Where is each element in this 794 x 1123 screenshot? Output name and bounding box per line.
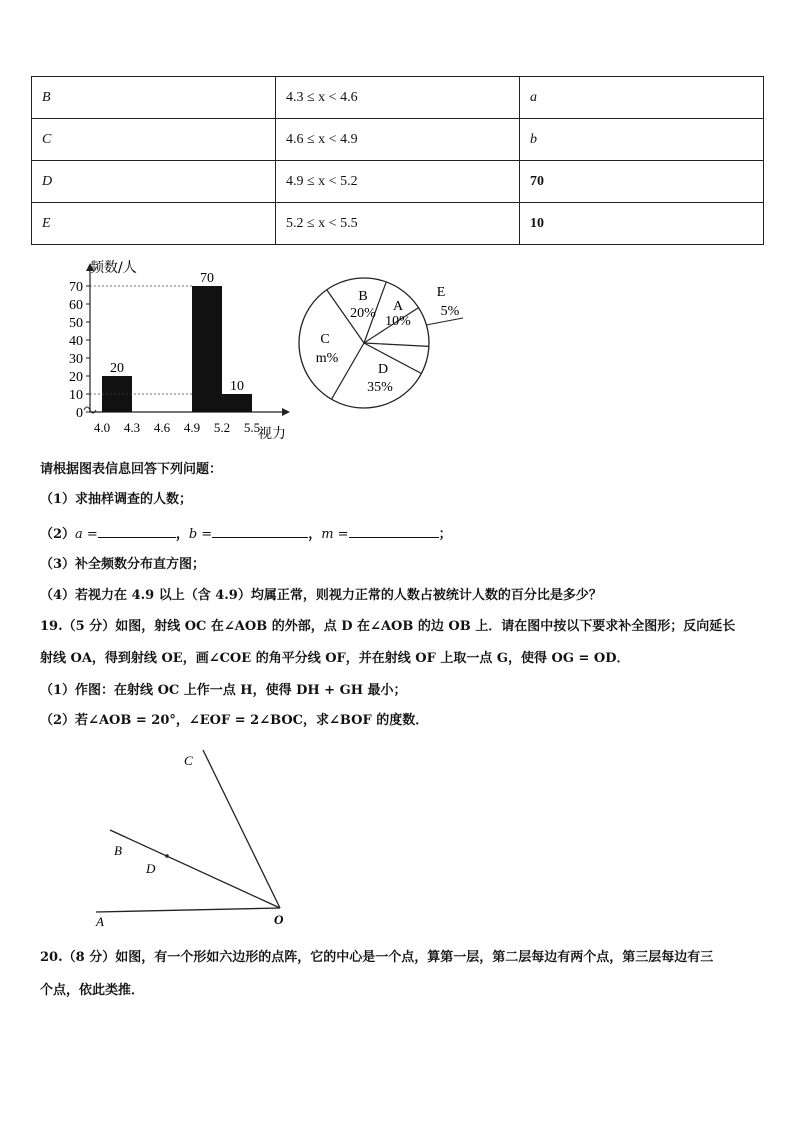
pie-value-b: 20% [350, 306, 376, 321]
label-c: C [184, 753, 193, 768]
x-tick-label: 5.5 [243, 420, 261, 435]
y-tick-label: 40 [69, 334, 83, 349]
y-tick-label: 70 [69, 280, 83, 295]
range-cell: 4.9 ≤ x < 5.2 [276, 161, 520, 203]
x-tick-label: 4.0 [93, 420, 111, 435]
q2-m-label: m = [321, 527, 349, 542]
pie-value-e: 5% [440, 304, 460, 319]
y-tick-label: 0 [76, 406, 83, 421]
q2-sep: ， [175, 527, 189, 542]
problem-19-line2: 射线 OA，得到射线 OE，画∠COE 的角平分线 OF，并在射线 OF 上取一点 G，使得 OG = OD． [40, 651, 630, 666]
geometry-figure [40, 745, 340, 935]
pie-label-b: B [358, 289, 368, 304]
q2-b-label: b = [188, 527, 213, 542]
intro-text: 请根据图表信息回答下列问题： [40, 462, 223, 477]
point-d [165, 854, 169, 858]
q2-prefix: （2） [40, 527, 76, 542]
label-a: A [96, 914, 104, 929]
x-tick-label: 4.6 [153, 420, 171, 435]
group-cell: B [32, 77, 276, 119]
y-tick-label: 10 [69, 388, 83, 403]
q2-sep: ， [308, 527, 322, 542]
question-1: （1）求抽样调查的人数； [40, 492, 193, 507]
y-tick-label: 30 [69, 352, 83, 367]
histogram-bar [192, 286, 222, 412]
y-tick-label: 20 [69, 370, 83, 385]
ray-oc [203, 750, 280, 908]
x-axis-arrow [282, 408, 290, 416]
bar-value-label: 70 [200, 271, 214, 286]
ray-ob [110, 830, 280, 908]
histogram-bar [222, 394, 252, 412]
count-cell: a [520, 77, 764, 119]
pie-value-a: 10% [385, 314, 411, 329]
y-tick-label: 60 [69, 298, 83, 313]
table-row [32, 119, 764, 161]
range-cell: 4.3 ≤ x < 4.6 [276, 77, 520, 119]
problem-20-line2: 个点，依此类推． [40, 983, 145, 998]
frequency-table [31, 76, 764, 245]
table-row [32, 77, 764, 119]
bar-value-label: 10 [230, 379, 244, 394]
label-o: O [274, 912, 284, 927]
x-tick-label: 4.9 [183, 420, 201, 435]
pie-label-c: C [320, 332, 330, 347]
range-cell: 5.2 ≤ x < 5.5 [276, 203, 520, 245]
blank-b[interactable] [212, 525, 308, 538]
problem-19-q1: （1）作图：在射线 OC 上作一点 H，使得 DH + GH 最小； [40, 683, 407, 698]
x-axis-title: 视力 [258, 426, 286, 442]
label-d: D [146, 861, 156, 876]
x-tick-label: 4.3 [123, 420, 141, 435]
pie-value-c: m% [315, 351, 339, 366]
count-cell: b [520, 119, 764, 161]
label-b: B [114, 843, 122, 858]
blank-m[interactable] [349, 525, 439, 538]
count-cell: 10 [520, 203, 764, 245]
pie-chart [299, 278, 463, 408]
question-4: （4）若视力在 4.9 以上（含 4.9）均属正常，则视力正常的人数占被统计人数的百分比是多少？ [40, 588, 602, 603]
problem-19-line1: 19.（5 分）如图，射线 OC 在∠AOB 的外部，点 D 在∠AOB 的边 OB 上．请在图中按以下要求补全图形；反向延长 [40, 619, 736, 634]
charts-figure [40, 250, 480, 450]
bar-value-label: 20 [110, 361, 124, 376]
group-cell: E [32, 203, 276, 245]
pie-label-e: E [436, 285, 446, 300]
group-cell: D [32, 161, 276, 203]
pie-label-d: D [377, 362, 389, 377]
question-3: （3）补全频数分布直方图； [40, 557, 206, 572]
problem-20-line1: 20.（8 分）如图，有一个形如六边形的点阵，它的中心是一个点，算第一层，第二层每边有两个点，第三层每边有三 [40, 950, 714, 965]
table-row [32, 161, 764, 203]
y-tick-label: 50 [69, 316, 83, 331]
range-cell: 4.6 ≤ x < 4.9 [276, 119, 520, 161]
pie-value-d: 35% [367, 380, 393, 395]
q2-a-label: a = [75, 527, 98, 542]
blank-a[interactable] [98, 525, 176, 538]
question-2 [40, 525, 452, 543]
x-tick-label: 5.2 [213, 420, 231, 435]
table-row [32, 203, 764, 245]
count-cell: 70 [520, 161, 764, 203]
ray-oa [96, 908, 280, 912]
q2-end: ； [438, 527, 452, 542]
problem-19-q2: （2）若∠AOB = 20°，∠EOF = 2∠BOC，求∠BOF 的度数． [40, 713, 429, 728]
group-cell: C [32, 119, 276, 161]
y-axis-title: 频数/人 [90, 260, 137, 276]
pie-e-pointer [426, 318, 463, 325]
pie-label-a: A [392, 299, 404, 314]
histogram [69, 259, 290, 442]
